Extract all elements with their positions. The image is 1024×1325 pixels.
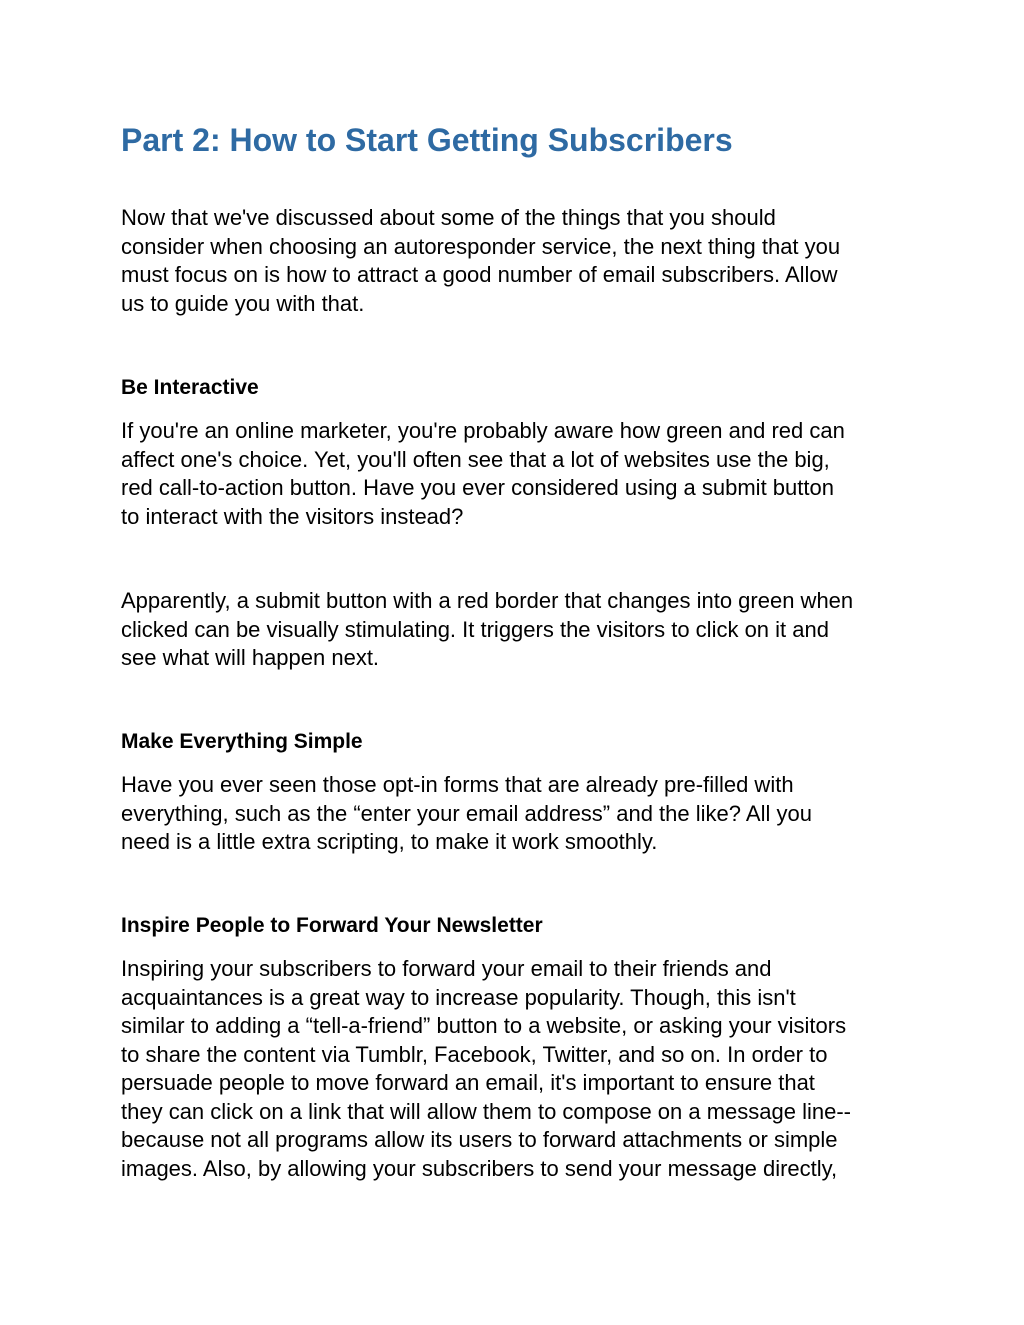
section-heading-be-interactive: Be Interactive bbox=[121, 376, 259, 399]
text-line: red call-to-action button. Have you ever considered using a submit button bbox=[121, 475, 834, 500]
section-heading-make-everything-simple: Make Everything Simple bbox=[121, 730, 363, 753]
text-line: Apparently, a submit button with a red border that changes into green when bbox=[121, 588, 854, 613]
intro-paragraph bbox=[121, 204, 840, 318]
text-line: to interact with the visitors instead? bbox=[121, 503, 464, 529]
text-line: us to guide you with that. bbox=[121, 290, 365, 316]
paragraph bbox=[121, 417, 845, 531]
text-line: affect one's choice. Yet, you'll often see that a lot of websites use the big, bbox=[121, 446, 830, 472]
text-line: must focus on is how to attract a good number of email subscribers. Allow bbox=[121, 262, 838, 287]
text-line: because not all programs allow its users to forward attachments or simple bbox=[121, 1127, 838, 1152]
text-line: If you're an online marketer, you're probably aware how green and red can bbox=[121, 418, 845, 443]
text-line: persuade people to move forward an email, it's important to ensure that bbox=[121, 1070, 815, 1095]
text-line: images. Also, by allowing your subscribers to send your message directly, bbox=[121, 1155, 838, 1181]
text-line: consider when choosing an autoresponder service, the next thing that you bbox=[121, 233, 841, 259]
text-line: everything, such as the “enter your email address” and the like? All you bbox=[121, 800, 812, 826]
text-line: to share the content via Tumblr, Facebook, Twitter, and so on. In order to bbox=[121, 1041, 828, 1067]
text-line: acquaintances is a great way to increase popularity. Though, this isn't bbox=[121, 984, 796, 1010]
paragraph bbox=[121, 587, 853, 673]
text-line: Inspiring your subscribers to forward your email to their friends and bbox=[121, 956, 772, 981]
text-line: see what will happen next. bbox=[121, 645, 380, 670]
page-title: Part 2: How to Start Getting Subscribers bbox=[121, 122, 733, 158]
text-line: clicked can be visually stimulating. It triggers the visitors to click on it and bbox=[121, 616, 829, 642]
text-line: Have you ever seen those opt-in forms that are already pre-filled with bbox=[121, 772, 794, 797]
paragraph bbox=[121, 955, 851, 1183]
text-line: Now that we've discussed about some of the things that you should bbox=[121, 205, 776, 230]
paragraph bbox=[121, 771, 812, 857]
text-line: they can click on a link that will allow them to compose on a message line-- bbox=[121, 1098, 852, 1124]
section-heading-inspire-people: Inspire People to Forward Your Newsletter bbox=[121, 914, 543, 937]
text-line: need is a little extra scripting, to make it work smoothly. bbox=[121, 829, 658, 854]
text-line: similar to adding a “tell-a-friend” button to a website, or asking your visitors bbox=[121, 1013, 847, 1038]
